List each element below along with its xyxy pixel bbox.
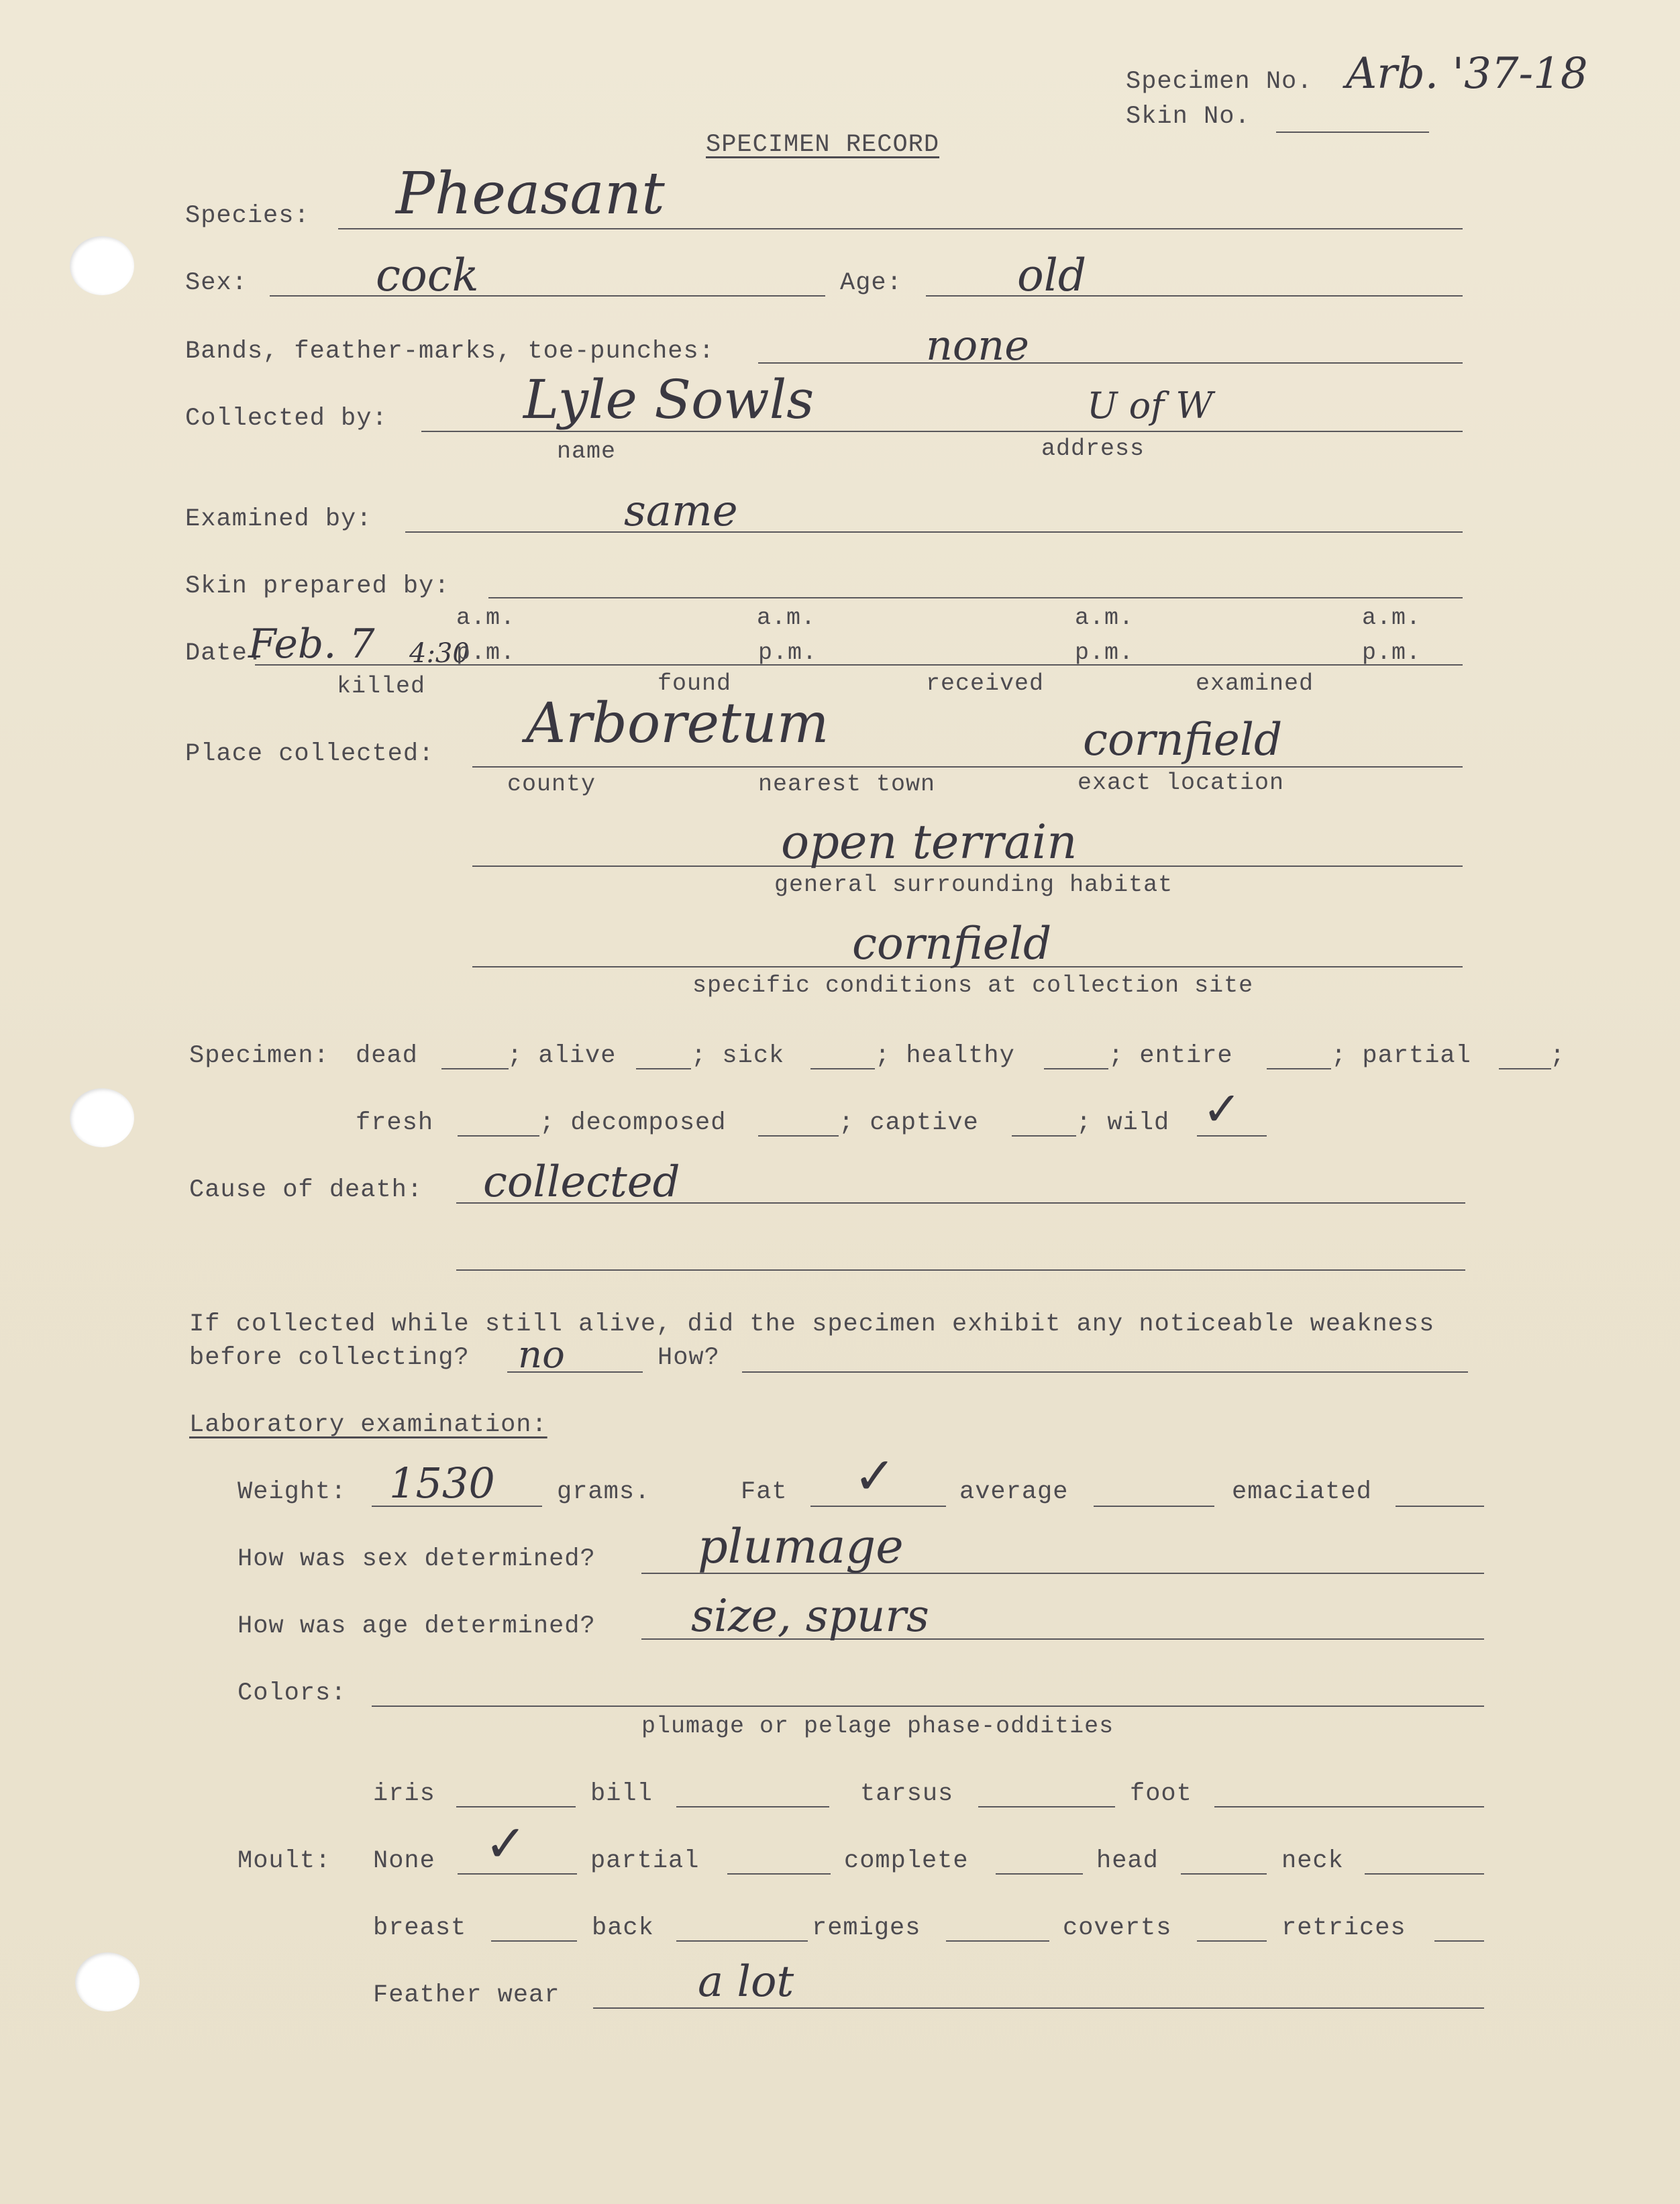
am-examined: a.m. xyxy=(1362,605,1422,631)
specimen-no-value: Arb. '37-18 xyxy=(1346,49,1588,99)
date-line xyxy=(255,664,1463,666)
moult-partial-label: partial xyxy=(590,1847,700,1875)
coverts-label: coverts xyxy=(1063,1914,1172,1942)
collected-by-label: Collected by: xyxy=(185,405,388,433)
moult-head-line xyxy=(1181,1873,1267,1875)
am-killed: a.m. xyxy=(456,605,516,631)
punch-hole-middle xyxy=(70,1088,134,1147)
specimen-healthy-line xyxy=(1044,1068,1108,1069)
place-exact-value: cornfield xyxy=(1083,714,1283,766)
age-label: Age: xyxy=(840,269,902,297)
emaciated-line xyxy=(1396,1506,1484,1507)
retrices-label: retrices xyxy=(1281,1914,1406,1942)
feather-wear-label: Feather wear xyxy=(373,1981,560,2009)
examined-by-line xyxy=(405,531,1463,533)
specimen-label: Specimen: xyxy=(189,1042,329,1070)
conditions-value: cornfield xyxy=(852,918,1052,969)
age-determined-question: How was age determined? xyxy=(238,1612,596,1640)
punch-hole-bottom xyxy=(75,1952,140,2011)
feather-wear-value: a lot xyxy=(698,1957,794,2007)
foot-line xyxy=(1214,1806,1484,1807)
collected-name-value: Lyle Sowls xyxy=(523,368,815,431)
plumage-caption: plumage or pelage phase-oddities xyxy=(641,1713,1114,1740)
bill-line xyxy=(676,1806,829,1807)
moult-complete-label: complete xyxy=(844,1847,969,1875)
age-line xyxy=(926,295,1463,297)
fat-line xyxy=(810,1506,946,1507)
conditions-caption: specific conditions at collection site xyxy=(692,972,1254,999)
species-label: Species: xyxy=(185,202,310,230)
county-caption: county xyxy=(507,771,596,798)
how-label: How? xyxy=(658,1344,720,1372)
habitat-caption: general surrounding habitat xyxy=(774,872,1173,898)
time-value: 4:30 xyxy=(409,638,470,669)
exact-location-caption: exact location xyxy=(1078,770,1285,796)
average-label: average xyxy=(959,1478,1069,1506)
moult-none-line xyxy=(458,1873,577,1875)
specimen-entire-line xyxy=(1267,1068,1331,1069)
date-label: Date: xyxy=(185,639,264,668)
skin-no-line xyxy=(1276,132,1429,133)
moult-none-check: ✓ xyxy=(484,1814,527,1873)
received-caption: received xyxy=(926,670,1045,697)
fat-check: ✓ xyxy=(853,1446,896,1506)
specimen-entire-label: ; entire xyxy=(1108,1042,1233,1070)
species-value: Pheasant xyxy=(396,160,665,227)
examined-by-value: same xyxy=(624,486,738,536)
specimen-dead-label: dead xyxy=(356,1042,418,1070)
moult-partial-line xyxy=(727,1873,831,1875)
specimen-alive-label: ; alive xyxy=(507,1042,617,1070)
moult-neck-label: neck xyxy=(1281,1847,1344,1875)
how-line xyxy=(742,1371,1468,1373)
specimen-dead-line xyxy=(441,1068,509,1069)
remiges-line xyxy=(946,1940,1049,1942)
skin-no-label: Skin No. xyxy=(1126,103,1251,131)
found-caption: found xyxy=(658,670,732,697)
nearest-town-caption: nearest town xyxy=(758,771,936,798)
grams-label: grams. xyxy=(557,1478,651,1506)
fat-label: Fat xyxy=(741,1478,788,1506)
place-collected-line xyxy=(472,766,1463,768)
breast-label: breast xyxy=(373,1914,467,1942)
specimen-fresh-label: fresh xyxy=(356,1109,434,1137)
place-collected-label: Place collected: xyxy=(185,740,435,768)
average-line xyxy=(1094,1506,1214,1507)
examined-caption: examined xyxy=(1196,670,1314,697)
specimen-decomposed-label: ; decomposed xyxy=(539,1109,727,1137)
pm-received: p.m. xyxy=(1075,639,1135,666)
alive-question-line1: If collected while still alive, did the specimen exhibit any noticeable weakness xyxy=(189,1310,1435,1339)
collected-address-value: U of W xyxy=(1087,384,1213,427)
iris-label: iris xyxy=(373,1780,435,1808)
emaciated-label: emaciated xyxy=(1232,1478,1372,1506)
punch-hole-top xyxy=(70,236,134,295)
alive-answer-value: no xyxy=(518,1333,565,1377)
specimen-sick-label: ; sick xyxy=(691,1042,785,1070)
specimen-wild-label: ; wild xyxy=(1076,1109,1170,1137)
specimen-no-label: Specimen No. xyxy=(1126,68,1313,96)
moult-label: Moult: xyxy=(238,1847,331,1875)
specimen-captive-line xyxy=(1012,1135,1076,1137)
sex-determined-question: How was sex determined? xyxy=(238,1545,596,1573)
tarsus-label: tarsus xyxy=(860,1780,954,1808)
tarsus-line xyxy=(978,1806,1115,1807)
moult-neck-line xyxy=(1365,1873,1484,1875)
coverts-line xyxy=(1197,1940,1267,1942)
specimen-partial-label: ; partial xyxy=(1331,1042,1471,1070)
foot-label: foot xyxy=(1130,1780,1192,1808)
specimen-sick-line xyxy=(810,1068,875,1069)
specimen-row-end: ; xyxy=(1550,1042,1566,1070)
lab-heading: Laboratory examination: xyxy=(189,1411,547,1439)
pm-examined: p.m. xyxy=(1362,639,1422,666)
bands-label: Bands, feather-marks, toe-punches: xyxy=(185,337,715,366)
moult-complete-line xyxy=(996,1873,1083,1875)
specimen-wild-check: ✓ xyxy=(1202,1082,1242,1137)
retrices-line xyxy=(1434,1940,1484,1942)
bill-label: bill xyxy=(590,1780,653,1808)
pm-killed: p.m. xyxy=(456,639,516,666)
skin-prepared-line xyxy=(488,597,1463,598)
specimen-partial-line xyxy=(1499,1068,1551,1069)
form-title: SPECIMEN RECORD xyxy=(706,131,940,159)
am-found: a.m. xyxy=(757,605,817,631)
weight-value: 1530 xyxy=(389,1459,495,1508)
feather-wear-line xyxy=(593,2007,1484,2009)
place-county-value: Arboretum xyxy=(526,692,829,755)
bands-line xyxy=(758,362,1463,364)
sex-value: cock xyxy=(376,250,479,301)
killed-caption: killed xyxy=(337,673,426,700)
cause-of-death-label: Cause of death: xyxy=(189,1176,423,1204)
specimen-healthy-label: ; healthy xyxy=(875,1042,1015,1070)
sex-label: Sex: xyxy=(185,269,248,297)
weight-label: Weight: xyxy=(238,1478,347,1506)
cause-of-death-value: collected xyxy=(483,1157,680,1207)
name-caption: name xyxy=(557,438,617,465)
colors-label: Colors: xyxy=(238,1679,347,1708)
date-value: Feb. 7 xyxy=(248,621,375,668)
bands-value: none xyxy=(926,321,1029,370)
back-line xyxy=(676,1940,808,1942)
age-determined-answer: size, spurs xyxy=(691,1590,929,1642)
sex-determined-answer: plumage xyxy=(698,1519,904,1574)
pm-found: p.m. xyxy=(758,639,818,666)
back-label: back xyxy=(592,1914,654,1942)
habitat-value: open terrain xyxy=(781,815,1078,870)
species-line xyxy=(338,228,1463,229)
specimen-captive-label: ; captive xyxy=(839,1109,979,1137)
skin-prepared-label: Skin prepared by: xyxy=(185,572,450,600)
moult-head-label: head xyxy=(1096,1847,1159,1875)
specimen-decomposed-line xyxy=(758,1135,839,1137)
age-value: old xyxy=(1017,250,1087,301)
specimen-fresh-line xyxy=(458,1135,539,1137)
colors-line xyxy=(372,1706,1484,1707)
remiges-label: remiges xyxy=(812,1914,921,1942)
cause-of-death-line-2 xyxy=(456,1269,1465,1271)
examined-by-label: Examined by: xyxy=(185,505,372,533)
iris-line xyxy=(456,1806,576,1807)
collected-by-line xyxy=(421,431,1463,432)
am-received: a.m. xyxy=(1075,605,1135,631)
specimen-alive-line xyxy=(636,1068,691,1069)
moult-none-label: None xyxy=(373,1847,435,1875)
alive-question-line2: before collecting? xyxy=(189,1344,470,1372)
breast-line xyxy=(491,1940,577,1942)
address-caption: address xyxy=(1041,435,1145,462)
sex-line xyxy=(270,295,825,297)
